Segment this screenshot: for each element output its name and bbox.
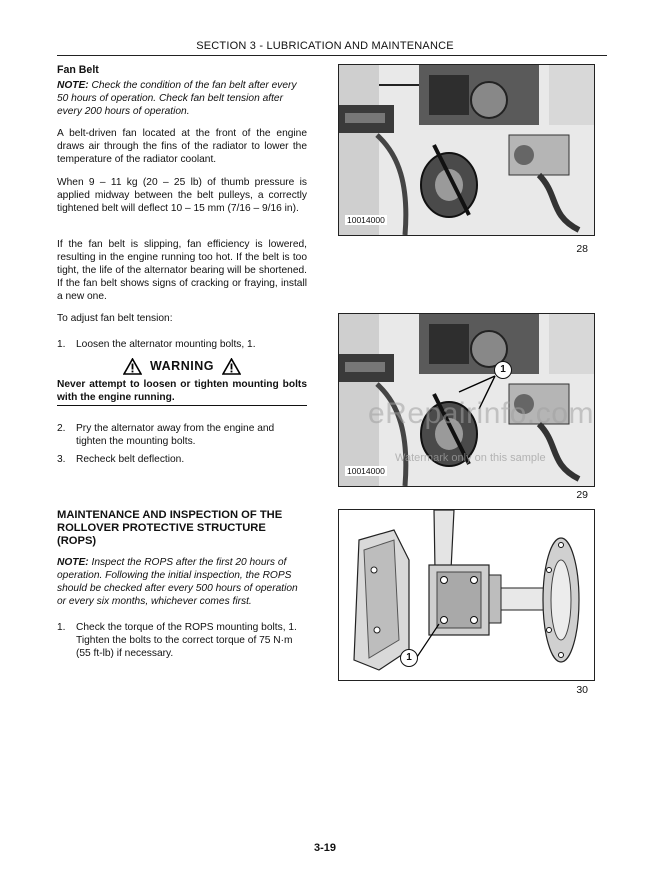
step-1	[57, 339, 307, 352]
engine-illustration	[339, 65, 594, 235]
figure-30-rops-drawing	[338, 509, 595, 681]
step-number: 3.	[57, 454, 66, 465]
watermark-note: Watermark only on this sample	[395, 452, 546, 464]
note-label: NOTE:	[57, 557, 89, 568]
rops-note	[57, 557, 307, 609]
note-text: Check the condition of the fan belt after every 50 hours of operation. Check fan belt tension after every 200 hours of operation.	[57, 80, 297, 117]
fan-belt-para-1: A belt-driven fan located at the front of the engine draws air through the fins of the radiator to lower the temperature of the radiator coolant.	[57, 128, 307, 165]
section-header: SECTION 3 - LUBRICATION AND MAINTENANCE	[196, 40, 454, 52]
step-text: Check the torque of the ROPS mounting bolts, 1. Tighten the bolts to the correct torque of 75 N·m (55 ft-lb) if necessary.	[76, 622, 297, 659]
step-number: 1.	[57, 622, 66, 633]
fan-belt-para-3: If the fan belt is slipping, fan efficiency is lowered, resulting in the engine running too hot. If the belt is too tight, the life of the alternator bearing will be shortened. If the fan belt shows signs of cracking or fraying, install a new one.	[57, 239, 307, 302]
callout-1: 1	[400, 649, 418, 667]
warning-text: Never attempt to loosen or tighten mounting bolts with the engine running.	[57, 379, 307, 403]
step-number: 2.	[57, 423, 66, 434]
note-text: Inspect the ROPS after the first 20 hours of operation. Following the initial inspection, the ROPS should be checked after every 500 hours of operation or every six months, whichever comes first.	[57, 557, 298, 607]
fan-belt-para-2: When 9 – 11 kg (20 – 25 lb) of thumb pressure is applied midway between the belt pulleys, a correctly tightened belt will deflect 10 – 15 mm (7/16 – 9/16 in).	[57, 177, 307, 214]
warning-banner	[57, 356, 307, 376]
fan-belt-heading	[57, 64, 307, 77]
fan-belt-note	[57, 80, 307, 119]
fan-belt-para-4: To adjust fan belt tension:	[57, 313, 173, 324]
warning-rule	[57, 405, 307, 406]
figure-code: 10014000	[347, 466, 385, 476]
fan-belt-title: Fan Belt	[57, 64, 99, 76]
watermark-site: eRepairinfo.com	[368, 397, 594, 430]
rops-heading: MAINTENANCE AND INSPECTION OF THE ROLLOVER PROTECTIVE STRUCTURE (ROPS)	[57, 509, 283, 548]
step-number: 1.	[57, 339, 66, 350]
figure-number: 30	[576, 684, 588, 696]
figure-28-engine-photo	[338, 64, 595, 236]
step-text: Pry the alternator away from the engine and tighten the mounting bolts.	[76, 423, 275, 447]
figure-number: 28	[576, 243, 588, 255]
step-3	[57, 454, 307, 467]
warning-label: WARNING	[150, 359, 214, 373]
rops-step-1	[57, 622, 307, 661]
figure-code: 10014000	[347, 215, 385, 225]
step-2	[57, 423, 307, 449]
header-rule	[57, 55, 607, 56]
step-text: Recheck belt deflection.	[76, 454, 185, 465]
rops-mount-illustration	[339, 510, 594, 680]
warning-triangle-icon	[222, 358, 241, 375]
page-number: 3-19	[313, 842, 337, 854]
callout-1: 1	[494, 361, 512, 379]
step-text: Loosen the alternator mounting bolts, 1.	[76, 339, 256, 350]
note-label: NOTE:	[57, 80, 89, 91]
warning-triangle-icon	[123, 358, 142, 375]
figure-number: 29	[576, 489, 588, 501]
